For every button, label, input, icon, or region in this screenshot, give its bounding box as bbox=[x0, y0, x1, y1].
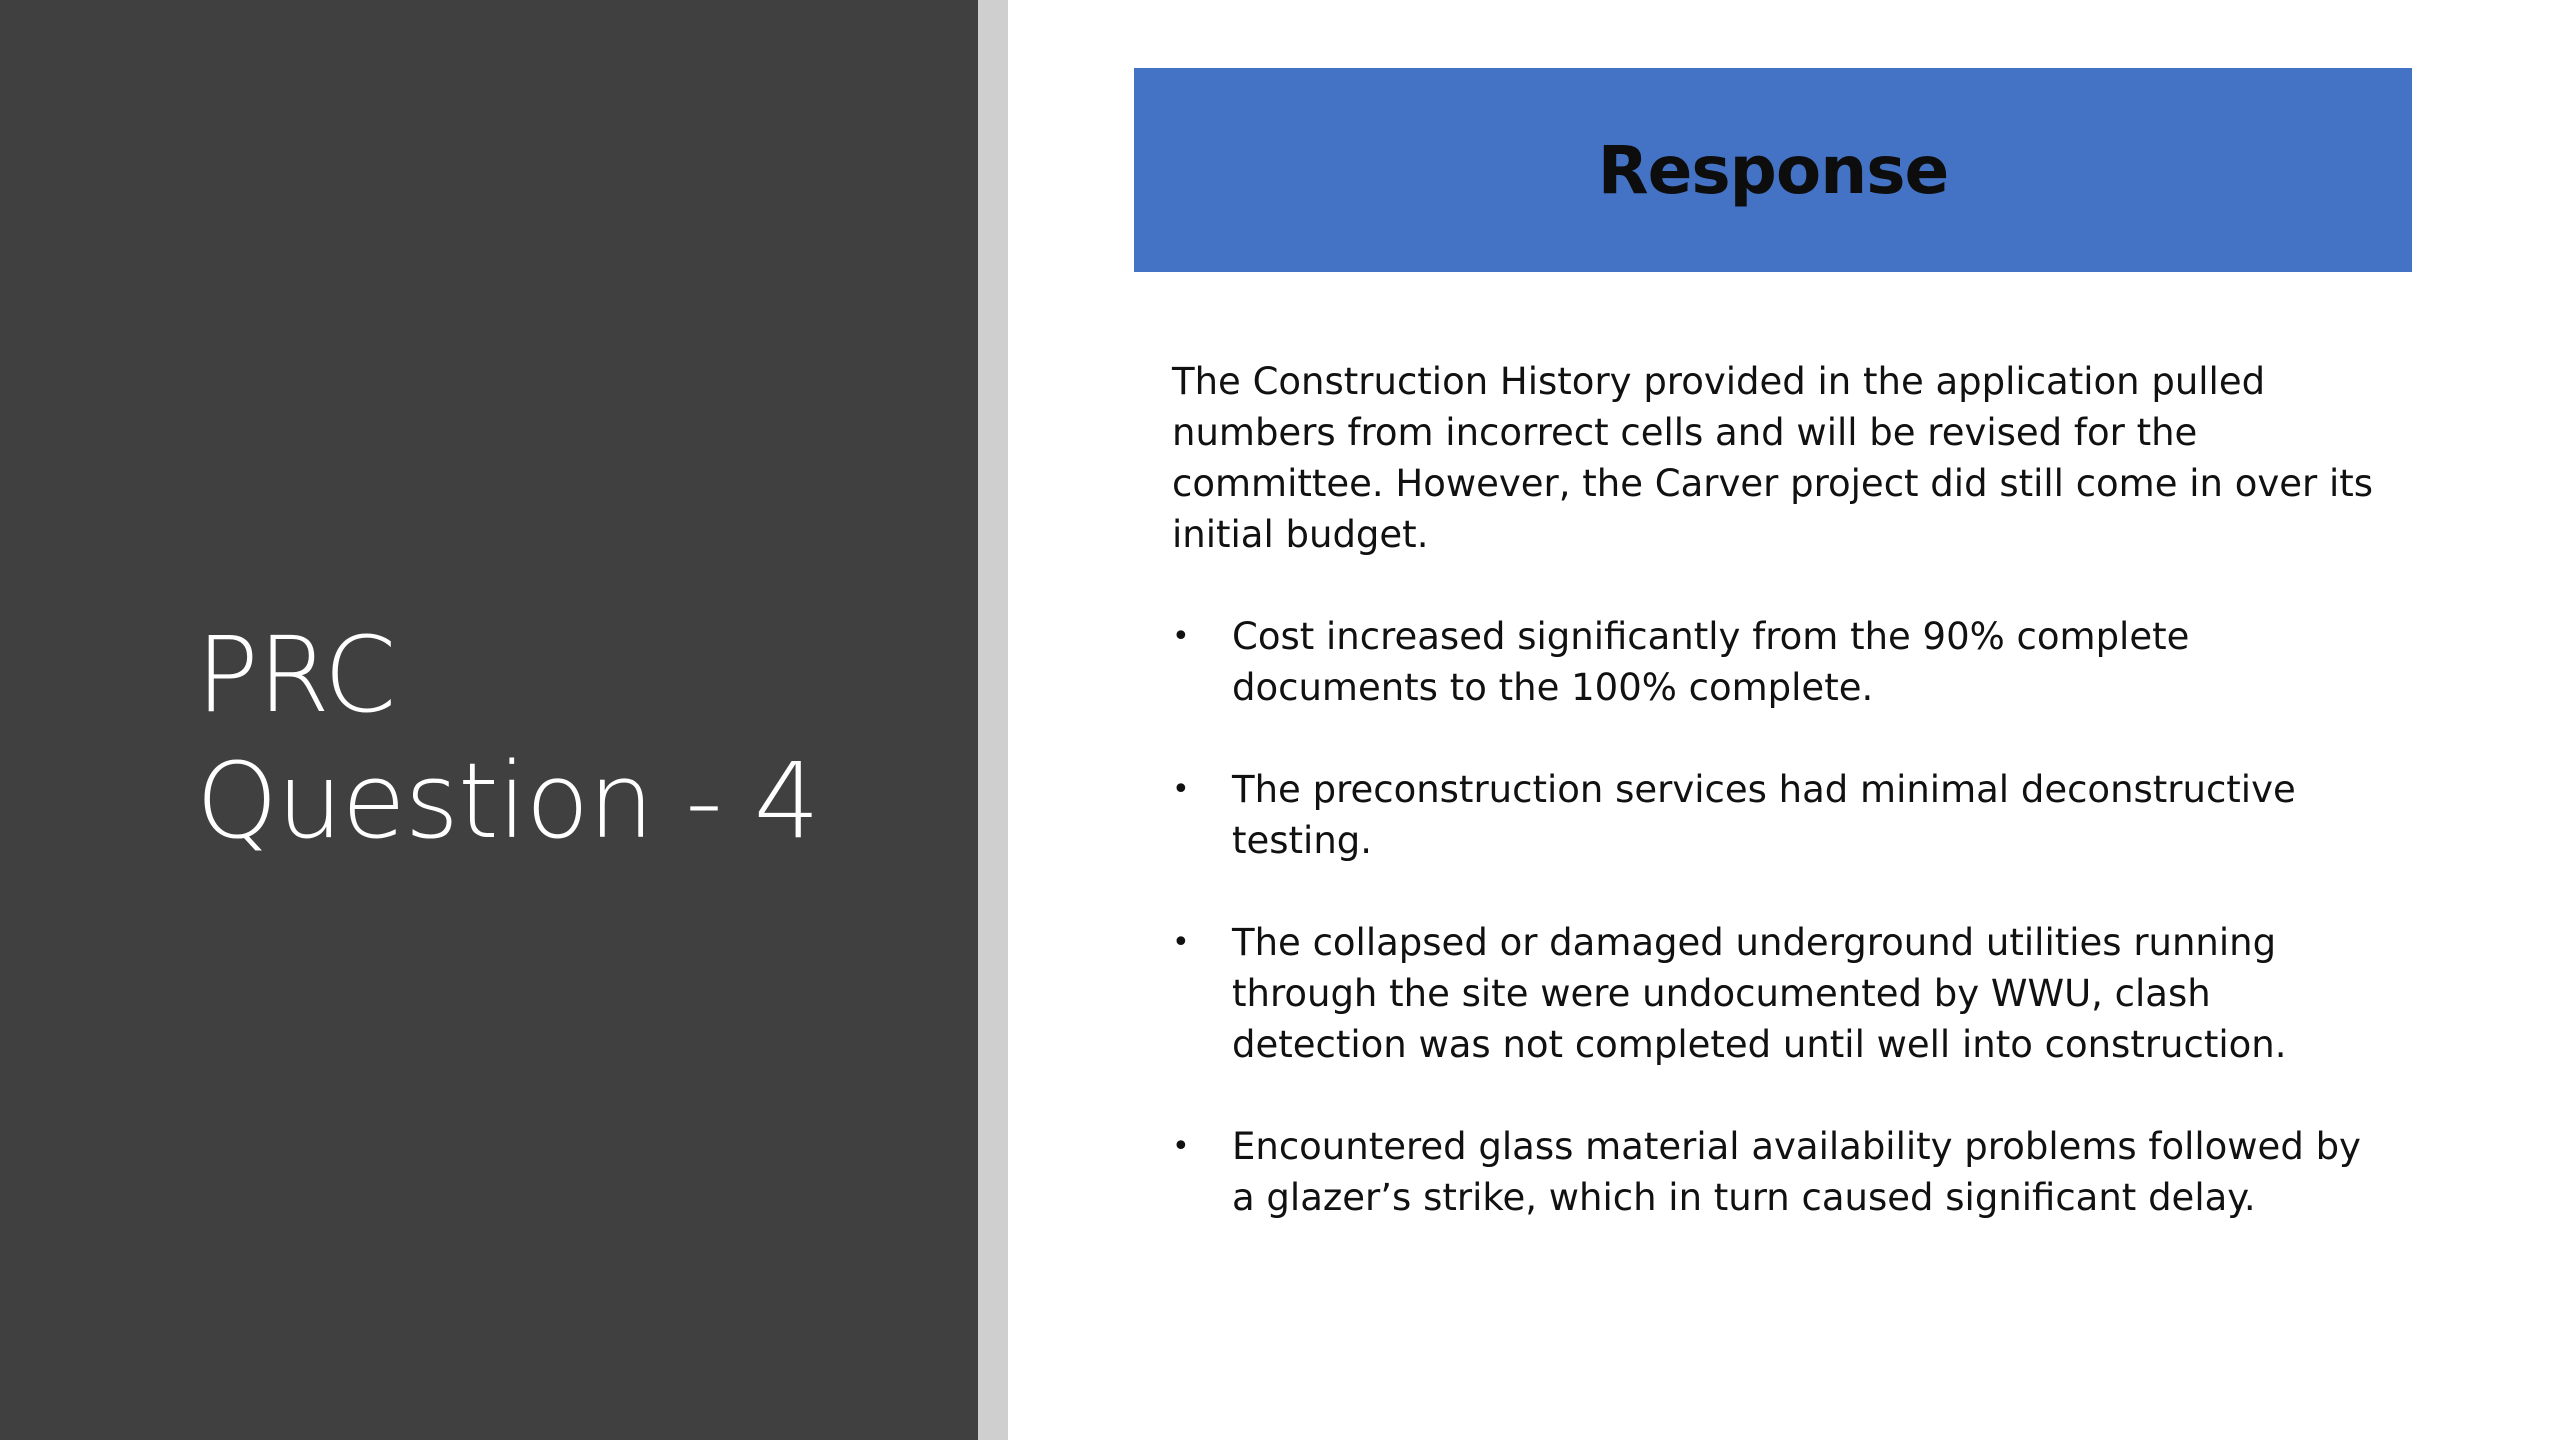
section-title bbox=[196, 612, 956, 864]
bullet-list bbox=[1172, 611, 2392, 1223]
left-panel bbox=[0, 0, 978, 1440]
intro-paragraph: The Construction History provided in the application pulled numbers from incorrect cells and will be revised for the committee. However, the Carver project did still come in over its initial budget. bbox=[1172, 360, 2374, 556]
bullet-item bbox=[1172, 611, 2392, 713]
header-bar bbox=[1134, 68, 2412, 272]
divider-stripe bbox=[978, 0, 1008, 1440]
bullet-text: Encountered glass material availability problems followed by a glazer’s strike, which in turn caused significant delay. bbox=[1232, 1125, 2361, 1219]
bullet-dot-icon: • bbox=[1172, 772, 1190, 807]
header-title: Response bbox=[1597, 131, 1949, 209]
bullet-item bbox=[1172, 917, 2392, 1070]
section-title-line-1: PRC bbox=[196, 614, 396, 736]
section-title-line-2: Question - 4 bbox=[196, 740, 819, 862]
bullet-text: Cost increased significantly from the 90% complete documents to the 100% complete. bbox=[1232, 615, 2190, 709]
bullet-text: The preconstruction services had minimal deconstructive testing. bbox=[1232, 768, 2296, 862]
bullet-text: The collapsed or damaged underground utilities running through the site were undocumented by WWU, clash detection was not completed until well into construction. bbox=[1232, 921, 2287, 1066]
bullet-item bbox=[1172, 764, 2392, 866]
bullet-dot-icon: • bbox=[1172, 1129, 1190, 1164]
content-body bbox=[1172, 356, 2392, 1274]
bullet-item bbox=[1172, 1121, 2392, 1223]
bullet-dot-icon: • bbox=[1172, 925, 1190, 960]
bullet-dot-icon: • bbox=[1172, 619, 1190, 654]
